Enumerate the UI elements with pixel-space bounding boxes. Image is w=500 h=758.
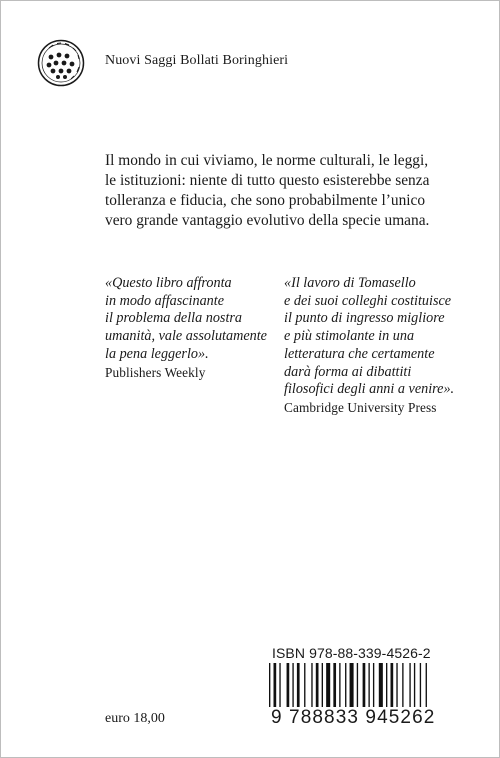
quote-line: la pena leggerlo».	[105, 345, 209, 362]
quote-line: il punto di ingresso migliore	[284, 310, 445, 327]
isbn-label: ISBN 978-88-339-4526-2	[272, 645, 431, 661]
quote-line: «Questo libro affronta	[105, 275, 232, 291]
quote-source: Cambridge University Press	[284, 399, 437, 415]
quote-line: letteratura che certamente	[284, 345, 435, 362]
quote-line: «Il lavoro di Tomasello	[284, 275, 416, 291]
blurb-line: Il mondo in cui viviamo, le norme culturali, le leggi,	[105, 152, 429, 169]
blurb-line: vero grande vantaggio evolutivo della specie umana.	[105, 212, 430, 229]
price: euro 18,00	[105, 711, 165, 726]
quote-line: e più stimolante in una	[284, 328, 415, 345]
quote-line: umanità, vale assolutamente	[105, 328, 267, 345]
quote-source: Publishers Weekly	[105, 364, 206, 380]
blurb-line: tolleranza e fiducia, che sono probabilmente l’unico	[105, 192, 426, 209]
publisher-seal-icon	[37, 39, 85, 87]
quote-line: filosofici degli anni a venire».	[284, 381, 455, 398]
blurb-line: le istituzioni: niente di tutto questo esisterebbe senza	[105, 172, 430, 189]
quote-line: in modo affascinante	[105, 292, 225, 309]
quote-line: e dei suoi colleghi costituisce	[284, 292, 452, 309]
review-quote-publishers-weekly	[105, 275, 267, 381]
series-name: Nuovi Saggi Bollati Boringhieri	[105, 53, 289, 68]
review-quote-cambridge	[284, 275, 454, 417]
blurb-text	[105, 151, 435, 231]
isbn-barcode-digits: 9 788833 945262	[269, 707, 441, 729]
quote-line: darà forma ai dibattiti	[284, 363, 412, 380]
quote-line: il problema della nostra	[105, 310, 243, 327]
